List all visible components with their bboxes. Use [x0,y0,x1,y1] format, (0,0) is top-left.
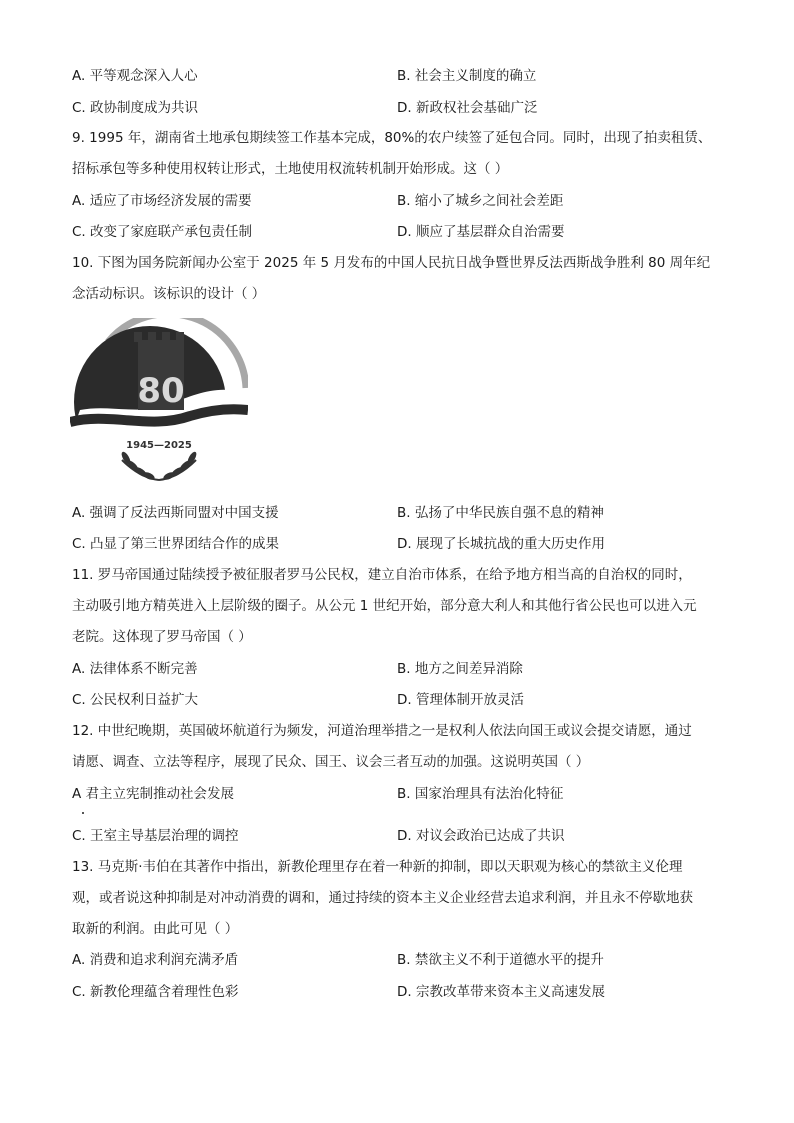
q13-stem-line: 13. 马克斯·韦伯在其著作中指出，新教伦理里存在着一种新的抑制，即以天职观为核心的禁欲主义伦理 [72,859,683,875]
q9-options-row-1 [72,190,732,212]
q8-options-row-1 [72,65,732,87]
anniversary-80-logo [70,318,248,486]
q8-option-b[interactable]: B. 社会主义制度的确立 [397,68,537,84]
q13-stem-line: 取新的利润。由此可见（ ） [72,921,239,937]
q10-option-d[interactable]: D. 展现了长城抗战的重大历史作用 [397,536,605,552]
q11-stem-line: 老院。这体现了罗马帝国（ ） [72,629,252,645]
q12-option-c[interactable]: C. 王室主导基层治理的调控 [72,828,239,844]
q10-option-a[interactable]: A. 强调了反法西斯同盟对中国支援 [72,505,279,521]
q13-stem-line: 观，或者说这种抑制是对冲动消费的调和，通过持续的资本主义企业经营去追求利润，并且永不停歇地获 [72,890,693,906]
q9-option-b[interactable]: B. 缩小了城乡之间社会差距 [397,193,564,209]
q11-stem [72,560,724,653]
q8-option-a[interactable]: A. 平等观念深入人心 [72,68,198,84]
q13-stem [72,852,724,945]
q10-stem [72,248,724,310]
q11-stem-line: 11. 罗马帝国通过陆续授予被征服者罗马公民权，建立自治市体系，在给予地方相当高的自治权的同时， [72,567,692,583]
q11-option-b[interactable]: B. 地方之间差异消除 [397,661,523,677]
q9-stem [72,123,724,185]
q8-option-c[interactable]: C. 政协制度成为共识 [72,100,199,116]
q13-option-a[interactable]: A. 消费和追求利润充满矛盾 [72,952,239,968]
q12-stem [72,716,724,778]
q12-options-row-2 [72,825,732,847]
q10-options-row-1 [72,502,732,524]
q13-option-c[interactable]: C. 新教伦理蕴含着理性色彩 [72,984,239,1000]
logo-number: 80 [137,371,185,411]
q9-option-a[interactable]: A. 适应了市场经济发展的需要 [72,193,252,209]
q13-options-row-1 [72,949,732,971]
q11-option-d[interactable]: D. 管理体制开放灵活 [397,692,524,708]
q8-option-d[interactable]: D. 新政权社会基础广泛 [397,100,538,116]
stray-dot [82,812,84,814]
q12-option-d[interactable]: D. 对议会政治已达成了共识 [397,828,565,844]
q9-option-d[interactable]: D. 顺应了基层群众自治需要 [397,224,565,240]
q13-option-b[interactable]: B. 禁欲主义不利于道德水平的提升 [397,952,604,968]
q11-options-row-2 [72,689,732,711]
q9-stem-line: 招标承包等多种使用权转让形式，土地使用权流转机制开始形成。这（ ） [72,161,509,177]
q9-option-c[interactable]: C. 改变了家庭联产承包责任制 [72,224,253,240]
q13-option-d[interactable]: D. 宗教改革带来资本主义高速发展 [397,984,605,1000]
q10-option-c[interactable]: C. 凸显了第三世界团结合作的成果 [72,536,280,552]
q10-stem-line: 念活动标识。该标识的设计（ ） [72,286,266,302]
q9-stem-line: 9. 1995 年，湖南省土地承包期续签工作基本完成，80%的农户续签了延包合同。同时，出现了拍卖租赁、 [72,130,712,146]
q12-stem-line: 12. 中世纪晚期，英国破坏航道行为频发，河道治理举措之一是权利人依法向国王或议会提交请愿，通过 [72,723,692,739]
q12-option-a[interactable]: A 君主立宪制推动社会发展 [72,786,235,802]
q10-options-row-2 [72,533,732,555]
q11-options-row-1 [72,658,732,680]
q10-stem-line: 10. 下图为国务院新闻办公室于 2025 年 5 月发布的中国人民抗日战争暨世界反法西斯战争胜利 80 周年纪 [72,255,711,271]
q11-stem-line: 主动吸引地方精英进入上层阶级的圈子。从公元 1 世纪开始，部分意大利人和其他行省公民也可以进入元 [72,598,697,614]
q8-options-row-2 [72,97,732,119]
laurel-icon [120,450,198,481]
q12-option-b[interactable]: B. 国家治理具有法治化特征 [397,786,564,802]
q9-options-row-2 [72,221,732,243]
q12-options-row-1 [72,783,732,805]
logo-years: 1945—2025 [126,440,192,451]
q11-option-a[interactable]: A. 法律体系不断完善 [72,661,198,677]
q12-stem-line: 请愿、调查、立法等程序，展现了民众、国王、议会三者互动的加强。这说明英国（ ） [72,754,590,770]
q10-option-b[interactable]: B. 弘扬了中华民族自强不息的精神 [397,505,604,521]
q13-options-row-2 [72,981,732,1003]
q11-option-c[interactable]: C. 公民权利日益扩大 [72,692,199,708]
